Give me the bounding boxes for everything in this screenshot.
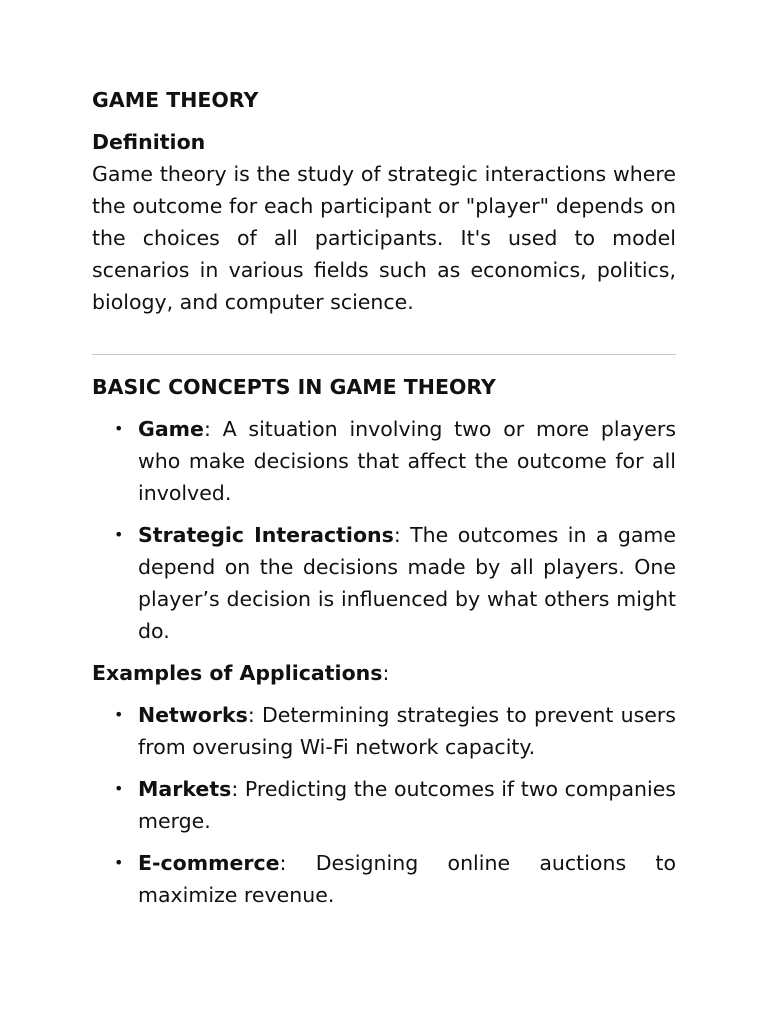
example-term: Networks <box>138 703 248 727</box>
concept-term: Game <box>138 417 204 441</box>
example-text: : Predicting the outcomes if two companies merge. <box>138 777 676 833</box>
definition-heading: Definition <box>92 130 206 154</box>
example-term: E-commerce <box>138 851 280 875</box>
concept-item-game <box>92 413 676 509</box>
example-term: Markets <box>138 777 232 801</box>
example-text: : Determining strategies to prevent users from overusing Wi-Fi network capacity. <box>138 703 676 759</box>
bullet-icon: • <box>114 779 124 798</box>
page-title: GAME THEORY <box>92 88 259 112</box>
concept-text: : A situation involving two or more players who make decisions that affect the outcome for all involved. <box>138 417 676 505</box>
definition-paragraph: Game theory is the study of strategic interactions where the outcome for each participant or "player" depends on the choices of all participants. It's used to model scenarios in various fields such as economics, politics, biology, and computer science. <box>92 162 676 314</box>
bullet-icon: • <box>114 853 124 872</box>
example-item-markets <box>92 773 676 837</box>
examples-list <box>92 699 676 911</box>
concept-text: : The outcomes in a game depend on the decisions made by all players. One player’s decision is influenced by what others might do. <box>138 523 676 643</box>
concepts-list <box>92 413 676 647</box>
examples-heading-text: Examples of Applications <box>92 661 383 685</box>
document-page <box>92 84 676 921</box>
concept-item-strategic-interactions <box>92 519 676 647</box>
concept-term: Strategic Interactions <box>138 523 394 547</box>
bullet-icon: • <box>114 419 124 438</box>
examples-heading-colon: : <box>382 661 390 685</box>
example-item-ecommerce <box>92 847 676 911</box>
example-item-networks <box>92 699 676 763</box>
section-divider <box>92 354 676 355</box>
bullet-icon: • <box>114 705 124 724</box>
bullet-icon: • <box>114 525 124 544</box>
concepts-heading: BASIC CONCEPTS IN GAME THEORY <box>92 375 496 399</box>
example-text: : Designing online auctions to maximize revenue. <box>138 851 676 907</box>
examples-heading <box>92 657 676 689</box>
